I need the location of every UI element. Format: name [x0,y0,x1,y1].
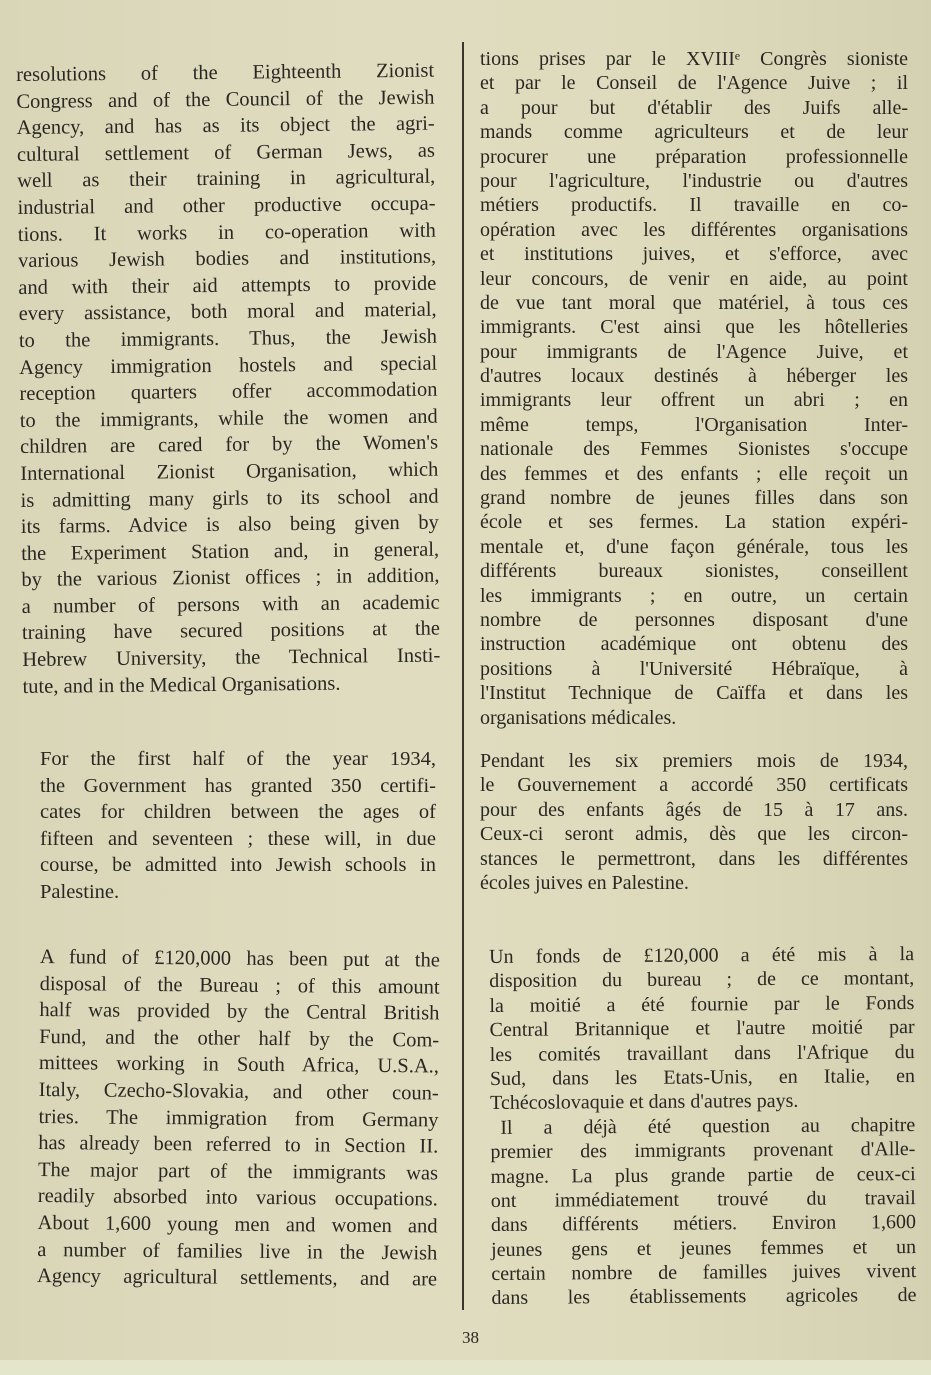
text-line: course, be admitted into Jewish schools in [40,854,436,877]
text-line: des femmes et des enfants ; elle reçoit un [480,462,908,485]
text-line: fifteen and seventeen ; these will, in due [40,827,436,850]
text-line: various Jewish bodies and institutions, [17,245,437,273]
left-paragraph-3 [37,944,440,1293]
text-line: d'autres locaux destinés à héberger les [480,365,908,388]
text-line: children are cared for by the Women's [19,431,439,459]
text-line: Agency agricultural settlements, and are [37,1265,438,1291]
text-line: et par le Conseil de l'Agence Juive ; il [480,72,908,95]
text-line: différents bureaux sionistes, conseillent [480,560,908,583]
text-line: grand nombre de jeunes filles dans son [480,487,908,510]
text-line: tions prises par le XVIIIᵉ Congrès sioniste [480,48,908,70]
text-line: opération avec les différentes organisations [480,218,908,241]
text-line: mentale et, d'une façon générale, tous les [480,535,908,558]
left-paragraph-2 [40,746,436,906]
text-line: its farms. Advice is also being given by [20,511,439,539]
text-line: procurer une préparation professionnelle [480,145,908,168]
text-line: pour immigrants de l'Agence Juive, et [480,340,908,363]
column-divider [462,42,464,1310]
text-line: jeunes gens et jeunes femmes et un [491,1235,917,1261]
text-line: About 1,600 young men and women and [37,1211,438,1238]
text-line: Italy, Czecho-Slovakia, and other coun- [38,1078,439,1105]
text-line: Il a déjà été question au chapitre [500,1113,916,1139]
right-paragraph-2 [480,749,908,895]
text-line: la moitié a été fournie par le Fonds [489,991,915,1017]
text-line: de vue tant moral que matériel, à tous ces [480,291,908,314]
text-line: A fund of £120,000 has been put at the [39,945,440,972]
text-line: training have secured positions at the [21,618,441,645]
text-line: Agency immigration hostels and special [19,352,438,379]
text-line: cates for children between the ages of [40,801,436,824]
text-line: stances le permettront, dans les différentes [480,847,908,870]
text-line: Tchécoslovaquie et dans d'autres pays. [490,1090,799,1115]
text-line: organisations médicales. [480,706,677,729]
text-line: et institutions juives, et s'efforce, avec [480,243,908,266]
text-line: ont immédiatement trouvé du travail [490,1186,916,1212]
text-line: dans les établissements agricoles de [491,1284,917,1310]
text-line: Pendant les six premiers mois de 1934, [480,750,908,772]
text-line: to the immigrants. Thus, the Jewish [18,325,438,352]
scan-background-strip [0,1360,931,1375]
text-line: by the various Zionist offices ; in addition, [21,564,440,592]
right-paragraph-3 [489,942,917,1311]
left-paragraph-1 [16,58,441,701]
text-line: tries. The immigration from Germany [38,1105,439,1132]
page-number: 38 [462,1328,479,1347]
text-line: tute, and in the Medical Organisations. [22,672,341,698]
text-line: has already been referred to in Section II. [38,1132,439,1158]
text-line: and with their aid attempts to provide [18,272,437,299]
text-line: nombre de personnes disposant d'une [480,608,908,631]
text-line: positions à l'Université Hébraïque, à [480,657,908,680]
text-line: is admitting many girls to its school and [20,485,439,512]
text-line: mittees working in South Africa, U.S.A., [38,1052,440,1078]
text-line: reception quarters offer accommodation [19,378,438,406]
text-line: leur concours, de venir en aide, au point [480,267,908,290]
text-line: nationale des Femmes Sionistes s'occupe [480,438,908,461]
text-line: resolutions of the Eighteenth Zionist [16,59,435,86]
text-line: certain nombre de familles juives vivent [491,1260,917,1286]
text-line: Hebrew University, the Technical Insti- [22,644,441,672]
text-line: a number of persons with an academic [21,591,440,618]
text-line: cultural settlement of German Jews, as [16,139,436,166]
text-line: to the immigrants, while the women and [19,405,438,432]
text-line: métiers productifs. Il travaille en co- [480,194,908,217]
text-line: le Gouvernement a accordé 350 certificats [480,774,908,797]
text-line: les comités travaillant dans l'Afrique du [489,1040,915,1066]
text-line: école et ses fermes. La station expéri- [480,511,908,534]
text-line: every assistance, both moral and material, [18,298,437,326]
text-line: industrial and other productive occupa- [17,192,436,219]
text-line: Central Britannique et l'autre moitié par [489,1016,915,1042]
text-line: dans différents métiers. Environ 1,600 [490,1211,917,1237]
text-line: Un fonds de £120,000 a été mis à la [489,943,915,968]
text-line: l'Institut Technique de Caïffa et dans les [480,682,908,705]
text-line: immigrants. C'est ainsi que les hôtelleries [480,316,908,339]
text-line: disposal of the Bureau ; of this amount [39,972,440,999]
text-line: International Zionist Organisation, which [20,458,439,485]
text-line: les immigrants ; en outre, un certain [480,584,908,607]
text-line: the Government has granted 350 certifi- [40,774,436,797]
text-line: tions. It works in co-operation with [17,219,436,246]
text-line: a pour but d'établir des Juifs alle- [480,96,908,119]
text-line: pour l'agriculture, l'industrie ou d'autres [480,169,908,192]
text-line: readily absorbed into various occupations. [37,1185,438,1211]
text-line: Agency, and has as its object the agri- [16,112,435,140]
text-line: the Experiment Station and, in general, [21,538,440,565]
text-line: half was provided by the Central British [39,999,440,1025]
text-line: magne. La plus grande partie de ceux-ci [490,1162,916,1188]
text-line: Palestine. [40,880,120,903]
text-line: Sud, dans les Etats-Unis, en Italie, en [489,1064,916,1090]
text-line: Fund, and the other half by the Com- [39,1025,440,1052]
text-line: For the first half of the year 1934, [40,748,436,770]
text-line: a number of families live in the Jewish [37,1238,438,1265]
text-line: instruction académique ont obtenu des [480,633,908,656]
text-line: même temps, l'Organisation Inter- [480,413,908,436]
right-paragraph-1 [480,47,908,730]
text-line: disposition du bureau ; de ce montant, [489,967,915,993]
text-line: Congress and of the Council of the Jewish [16,86,435,113]
text-line: pour des enfants âgés de 15 à 17 ans. [480,798,908,821]
text-line: The major part of the immigrants was [37,1158,439,1185]
text-line: immigrants leur offrent un abri ; en [480,389,908,412]
text-line: mands comme agriculteurs et de leur [480,121,908,144]
text-line: écoles juives en Palestine. [480,871,689,894]
text-line: premier des immigrants provenant d'Alle- [490,1138,916,1164]
text-line: well as their training in agricultural, [17,165,436,193]
text-line: Ceux-ci seront admis, dès que les circon- [480,823,908,846]
